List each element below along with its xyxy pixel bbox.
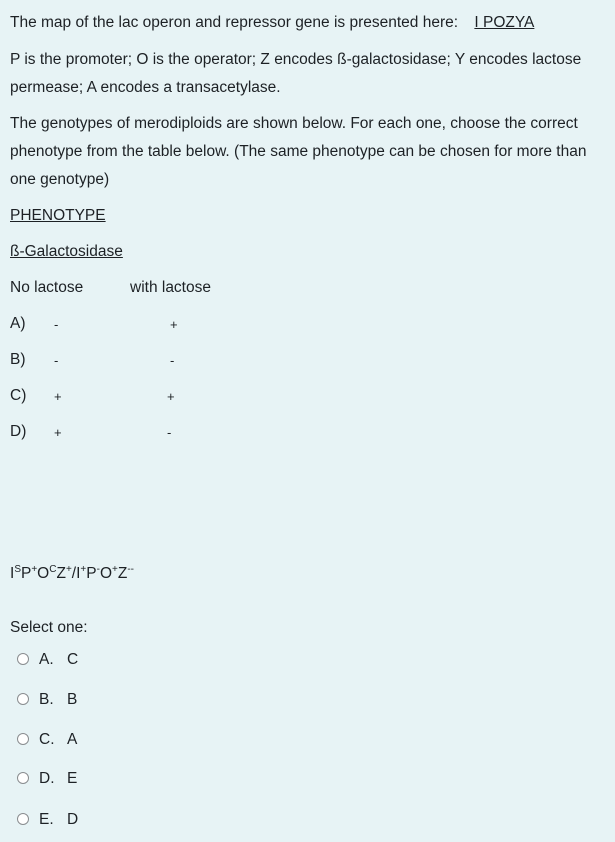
row-label: D) <box>10 423 27 440</box>
intro-line <box>10 14 534 32</box>
column-no-lactose: No lactose <box>10 279 84 296</box>
option-letter: B. <box>39 691 54 708</box>
radio-button[interactable] <box>17 653 29 665</box>
genotype: $I^SP^+O^CZ^+/I^+P^-O^+Z^{--}$ <box>10 563 134 582</box>
column-with-lactose: with lactose <box>130 279 211 296</box>
option-letter: E. <box>39 811 54 828</box>
row-label: B) <box>10 351 26 368</box>
select-one-prompt: Select one: <box>10 619 88 636</box>
no-lactose-value: - <box>54 353 59 368</box>
with-lactose-value: - <box>167 425 172 440</box>
option-text[interactable]: C <box>67 651 79 668</box>
option-text[interactable]: A <box>67 731 78 748</box>
option-letter: C. <box>39 731 55 748</box>
with-lactose-value: - <box>170 353 175 368</box>
radio-button[interactable] <box>17 733 29 745</box>
phenotype-heading: PHENOTYPE <box>10 207 106 224</box>
definition-line-1: P is the promoter; O is the operator; Z encodes ß-galactosidase; Y encodes lactose <box>10 51 582 68</box>
definition-line-2: permease; A encodes a transacetylase. <box>10 79 281 96</box>
no-lactose-value: + <box>54 389 62 404</box>
task-line-2: phenotype from the table below. (The same phenotype can be chosen for more than <box>10 143 587 160</box>
radio-button[interactable] <box>17 813 29 825</box>
intro-text: The map of the lac operon and repressor gene is presented here: <box>10 14 459 31</box>
option-letter: D. <box>39 770 55 787</box>
with-lactose-value: + <box>167 389 175 404</box>
with-lactose-value: + <box>170 317 178 332</box>
task-line-3: one genotype) <box>10 171 110 188</box>
no-lactose-value: - <box>54 317 59 332</box>
option-letter: A. <box>39 651 54 668</box>
option-text[interactable]: E <box>67 770 78 787</box>
gene-map: I POZYA <box>474 14 535 31</box>
row-label: A) <box>10 315 26 332</box>
no-lactose-value: + <box>54 425 62 440</box>
option-text[interactable]: B <box>67 691 78 708</box>
task-line-1: The genotypes of merodiploids are shown below. For each one, choose the correct <box>10 115 578 132</box>
option-text[interactable]: D <box>67 811 79 828</box>
radio-button[interactable] <box>17 693 29 705</box>
row-label: C) <box>10 387 27 404</box>
radio-button[interactable] <box>17 772 29 784</box>
enzyme-heading: ß-Galactosidase <box>10 243 123 260</box>
